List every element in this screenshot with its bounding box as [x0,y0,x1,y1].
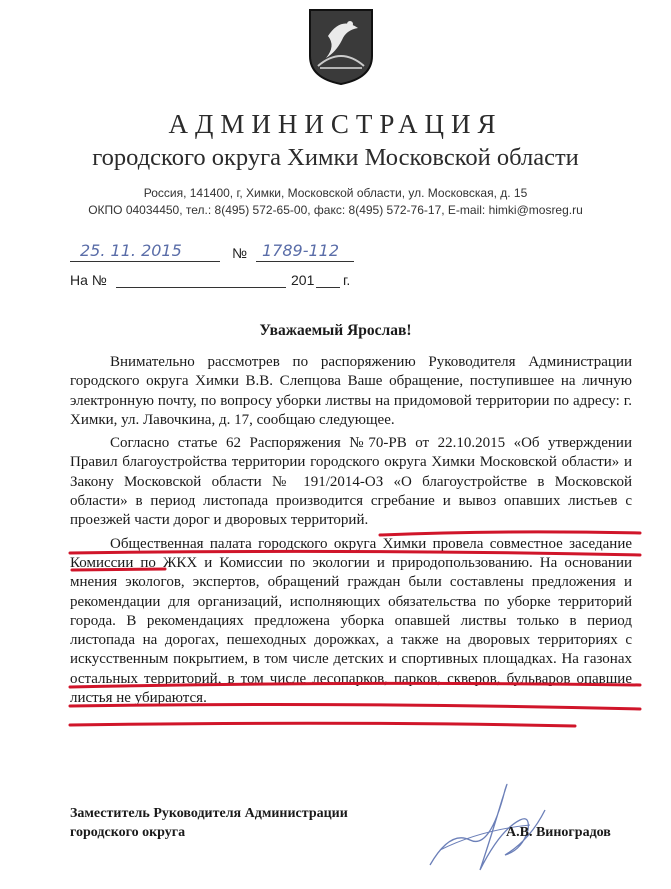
underline-stroke [72,569,165,570]
contacts-line: ОКПО 04034450, тел.: 8(495) 572-65-00, факс: 8(495) 572-76-17, E-mail: himki@mosreg.ru [88,203,583,217]
underline-stroke [70,551,640,555]
greeting: Уважаемый Ярослав! [259,322,412,339]
incoming-year-suffix: г. [343,272,351,288]
paragraph-response-intro: Внимательно рассмотрев по распоряжению Руководителя Администрации городского округа Химки В.В. Слепцова Ваше обращение, поступившее на личную электронную почту, по вопросу уборки листвы на придомовой территории по адресу: г. Химки, ул. Лавочкина, д. 17, сообщаю следующее. [70,354,632,428]
underline-stroke [70,683,640,687]
underline-stroke [380,532,640,535]
number-label: № [232,245,248,261]
paragraph-regulation: Согласно статье 62 Распоряжения №70-РВ от 22.10.2015 «Об утверждении Правил благоустройства территории городского округа Химки Московской области» и Закону Московской области № 191/2014-ОЗ «О благоустройстве в Московской области» в период листопада производится сгребание и вывоз опавших листьев с проезжей части дорог и дворовых территорий. [70,435,632,529]
signatory-title-cont: городского округа [70,825,186,840]
paragraph-recommendations: Общественная палата городского округа Химки провела совместное заседание Комиссии по ЖКХ и Комиссии по экологии и природопользованию. На основании мнения экологов, экспертов, обращений граждан были составлены предложения и рекомендации для организаций, исполняющих обязательства по уборке территорий города. В рекомендациях предложена уборка опавшей листвы только в период листопада на дорогах, пешеходных дорожках, а также на дворовых территориях с искусственным покрытием, в том числе детских и спортивных площадках. На газонах остальных территорий, в том числе лесопарков, парков, скверов, бульваров опавшие листья не убираются. [70,535,632,707]
address-line: Россия, 141400, г, Химки, Московской области, ул. Московская, д. 15 [143,186,528,200]
incoming-year-prefix: 201 [291,272,315,288]
outgoing-date: 25. 11. 2015 [80,241,182,260]
signatory-name: А.В. Виноградов [506,825,611,840]
organization-subtitle: городского округа Химки Московской области [92,144,579,171]
incoming-number-label: На № [70,272,107,288]
organization-title: АДМИНИСТРАЦИЯ [168,109,503,139]
underline-stroke [70,705,640,709]
signatory-title: Заместитель Руководителя Администрации [70,806,348,821]
underline-stroke [70,723,575,726]
outgoing-number: 1789-112 [262,241,340,260]
